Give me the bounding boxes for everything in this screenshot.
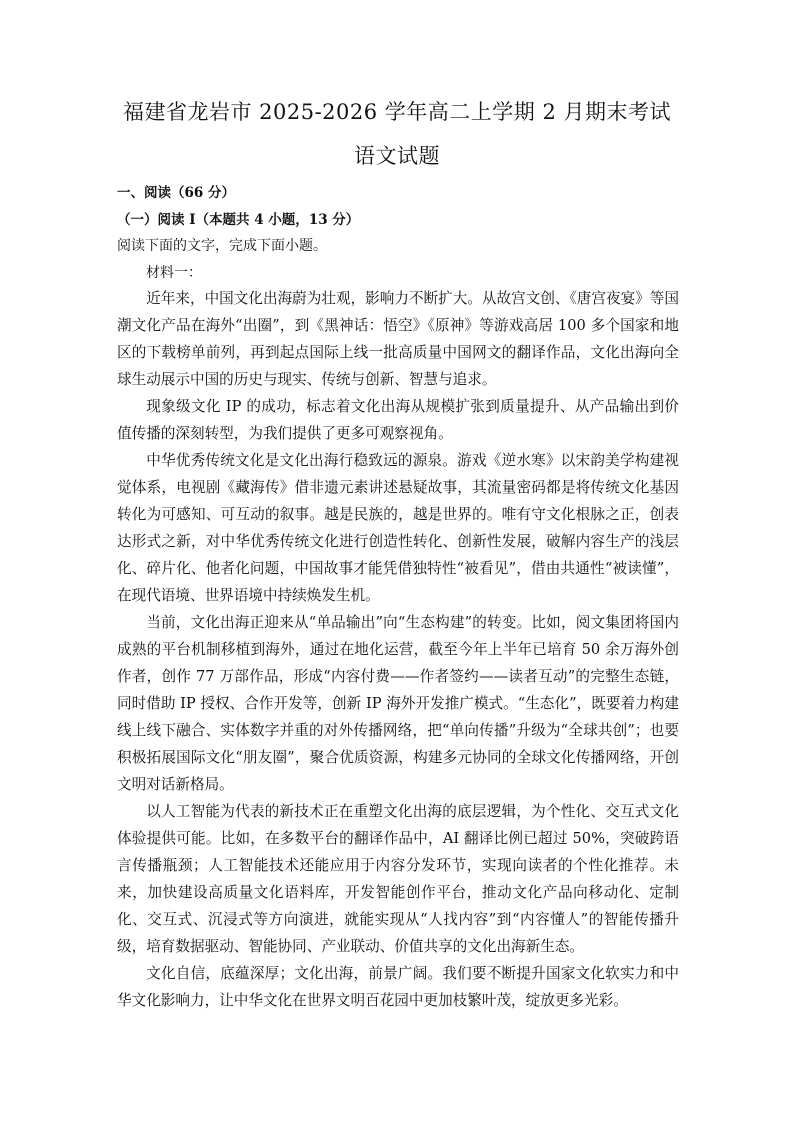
section-heading-reading: 一、阅读（66 分） [117, 185, 235, 201]
paragraph: 现象级文化 IP 的成功，标志着文化出海从规模扩张到质量提升、从产品输出到价值传播的深刻转型，为我们提供了更多可观察视角。 [117, 398, 679, 442]
paragraph: 文化自信，底蕴深厚；文化出海，前景广阔。我们要不断提升国家文化软实力和中华文化影响力，让中华文化在世界文明百花园中更加枝繁叶茂，绽放更多光彩。 [117, 965, 679, 1009]
material-label: 材料一： [146, 265, 202, 281]
exam-subject-title: 语文试题 [354, 144, 440, 168]
material-body [117, 285, 679, 1014]
paragraph: 近年来，中国文化出海蔚为壮观，影响力不断扩大。从故宫文创、《唐宫夜宴》等国潮文化产品在海外“出圈”，到《黑神话：悟空》《原神》等游戏高居 100 多个国家和地区的下载榜单前列，再到起点国际上线一批高质量中国网文的翻译作品，文化出海向全球生动展示中国的历史与现实、传统与创新、智慧与追求。 [117, 290, 679, 388]
reading-instruction: 阅读下面的文字，完成下面小题。 [117, 238, 327, 254]
paragraph: 中华优秀传统文化是文化出海行稳致远的源泉。游戏《逆水寒》以宋韵美学构建视觉体系，电视剧《藏海传》借非遗元素讲述悬疑故事，其流量密码都是将传统文化基因转化为可感知、可互动的叙事。越是民族的，越是世界的。唯有守文化根脉之正，创表达形式之新，对中华优秀传统文化进行创造性转化、创新性发展，破解内容生产的浅层化、碎片化、他者化问题，中国故事才能凭借独特性“被看见”，借由共通性“被读懂”，在现代语境、世界语境中持续焕发生机。 [117, 452, 679, 604]
exam-title: 福建省龙岩市 2025-2026 学年高二上学期 2 月期末考试 [122, 100, 672, 124]
paragraph: 当前，文化出海正迎来从“单品输出”向“生态构建”的转变。比如，阅文集团将国内成熟的平台机制移植到海外，通过在地化运营，截至今年上半年已培育 50 余万海外创作者，创作 77 万部作品，形成“内容付费——作者签约——读者互动”的完整生态链，同时借助 IP 授权、合作开发等，创新 IP 海外开发推广模式。“生态化”，既要着力构建线上线下融合、实体数字并重的对外传播网络，把“单向传播”升级为“全球共创”；也要积极拓展国际文化“朋友圈”，聚合优质资源，构建多元协同的全球文化传播网络，开创文明对话新格局。 [117, 614, 679, 793]
paragraph: 以人工智能为代表的新技术正在重塑文化出海的底层逻辑，为个性化、交互式文化体验提供可能。比如，在多数平台的翻译作品中，AI 翻译比例已超过 50%，突破跨语言传播瓶颈；人工智能技术还能应用于内容分发环节，实现向读者的个性化推荐。未来，加快建设高质量文化语料库，开发智能创作平台，推动文化产品向移动化、定制化、交互式、沉浸式等方向演进，就能实现从“人找内容”到“内容懂人”的智能传播升级，培育数据驱动、智能协同、产业联动、价值共享的文化出海新生态。 [117, 803, 679, 955]
subsection-heading-reading-1: （一）阅读 I（本题共 4 小题，13 分） [117, 212, 360, 228]
